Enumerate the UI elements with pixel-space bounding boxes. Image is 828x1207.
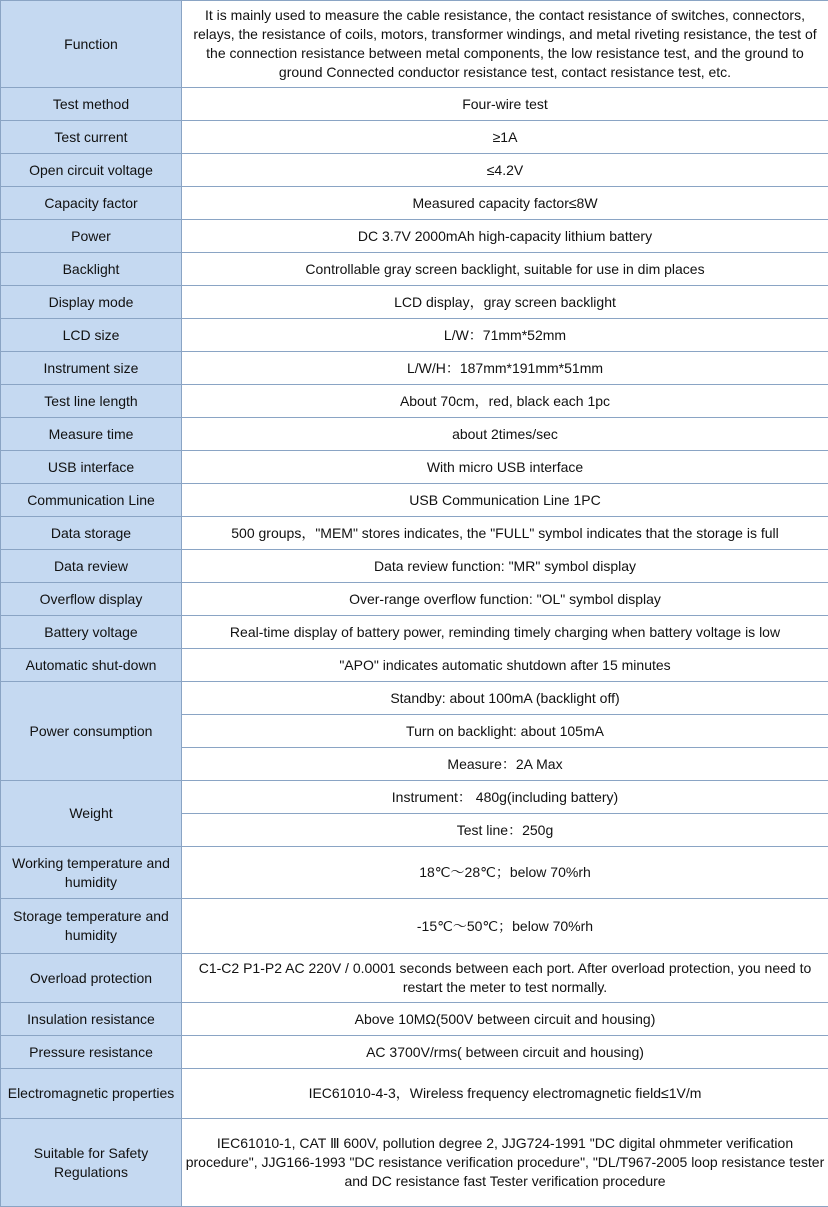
spec-value: It is mainly used to measure the cable resistance, the contact resistance of switches, connectors, relays, the resistance of coils, motors, transformer windings, and metal riveting resistance, the test of the connection resistance between metal components, the low resistance test, and the ground to ground Connected conductor resistance test, contact resistance test, etc. [182,1,828,88]
spec-value: Over-range overflow function: "OL" symbol display [182,583,828,616]
spec-value: Standby: about 100mA (backlight off) [182,682,828,715]
spec-label: Open circuit voltage [1,154,182,187]
spec-value: Controllable gray screen backlight, suitable for use in dim places [182,253,828,286]
spec-value: -15℃～50℃；below 70%rh [182,899,828,954]
table-row [1,286,828,319]
spec-label: Display mode [1,286,182,319]
table-row [1,220,828,253]
spec-value: about 2times/sec [182,418,828,451]
table-row [1,682,828,715]
table-row [1,517,828,550]
spec-value: L/W/H：187mm*191mm*51mm [182,352,828,385]
spec-label: Pressure resistance [1,1036,182,1069]
spec-value: 18℃～28℃；below 70%rh [182,847,828,899]
table-row [1,451,828,484]
table-row [1,385,828,418]
spec-value: ≤4.2V [182,154,828,187]
spec-value: "APO" indicates automatic shutdown after 15 minutes [182,649,828,682]
spec-label: USB interface [1,451,182,484]
table-row [1,418,828,451]
spec-value: C1-C2 P1-P2 AC 220V / 0.0001 seconds between each port. After overload protection, you need to restart the meter to test normally. [182,954,828,1003]
spec-label: Automatic shut-down [1,649,182,682]
spec-label: Suitable for Safety Regulations [1,1119,182,1207]
spec-label: Insulation resistance [1,1003,182,1036]
spec-label: Electromagnetic properties [1,1069,182,1119]
spec-value: About 70cm，red, black each 1pc [182,385,828,418]
table-row [1,1003,828,1036]
spec-label: Working temperature and humidity [1,847,182,899]
spec-label: Measure time [1,418,182,451]
spec-value: Real-time display of battery power, reminding timely charging when battery voltage is low [182,616,828,649]
spec-value: 500 groups，"MEM" stores indicates, the "FULL" symbol indicates that the storage is full [182,517,828,550]
table-row [1,550,828,583]
spec-value: LCD display，gray screen backlight [182,286,828,319]
table-row [1,847,828,899]
table-row [1,1036,828,1069]
table-row [1,484,828,517]
spec-label: LCD size [1,319,182,352]
spec-label: Storage temperature and humidity [1,899,182,954]
spec-label: Power [1,220,182,253]
spec-value: USB Communication Line 1PC [182,484,828,517]
spec-value: With micro USB interface [182,451,828,484]
table-row [1,154,828,187]
spec-value: Above 10MΩ(500V between circuit and housing) [182,1003,828,1036]
spec-value: Measured capacity factor≤8W [182,187,828,220]
spec-label: Battery voltage [1,616,182,649]
table-row [1,899,828,954]
spec-label: Overload protection [1,954,182,1003]
table-row [1,954,828,1003]
spec-label: Function [1,1,182,88]
spec-value: DC 3.7V 2000mAh high-capacity lithium battery [182,220,828,253]
spec-value: IEC61010-1, CAT Ⅲ 600V, pollution degree 2, JJG724-1991 "DC digital ohmmeter verification procedure", JJG166-1993 "DC resistance verification procedure", "DL/T967-2005 loop resistance tester and DC resistance fast Tester verification procedure [182,1119,828,1207]
table-row [1,352,828,385]
table-row [1,1069,828,1119]
spec-value: IEC61010-4-3，Wireless frequency electromagnetic field≤1V/m [182,1069,828,1119]
spec-value: Instrument： 480g(including battery) [182,781,828,814]
spec-label: Data storage [1,517,182,550]
spec-value: Test line：250g [182,814,828,847]
table-row [1,1119,828,1207]
spec-label: Capacity factor [1,187,182,220]
spec-label: Communication Line [1,484,182,517]
spec-value: ≥1A [182,121,828,154]
spec-label: Power consumption [1,682,182,781]
spec-value: Turn on backlight: about 105mA [182,715,828,748]
spec-value: Data review function: "MR" symbol display [182,550,828,583]
table-row [1,781,828,814]
table-row [1,583,828,616]
spec-label: Test line length [1,385,182,418]
table-row [1,649,828,682]
table-row [1,187,828,220]
table-row [1,121,828,154]
spec-value: Measure：2A Max [182,748,828,781]
spec-label: Test method [1,88,182,121]
table-row [1,616,828,649]
spec-value: Four-wire test [182,88,828,121]
table-row [1,319,828,352]
table-row [1,253,828,286]
table-row [1,88,828,121]
table-row [1,1,828,88]
spec-label: Overflow display [1,583,182,616]
spec-label: Test current [1,121,182,154]
spec-label: Instrument size [1,352,182,385]
spec-label: Backlight [1,253,182,286]
spec-label: Data review [1,550,182,583]
spec-value: AC 3700V/rms( between circuit and housing) [182,1036,828,1069]
spec-label: Weight [1,781,182,847]
spec-value: L/W：71mm*52mm [182,319,828,352]
